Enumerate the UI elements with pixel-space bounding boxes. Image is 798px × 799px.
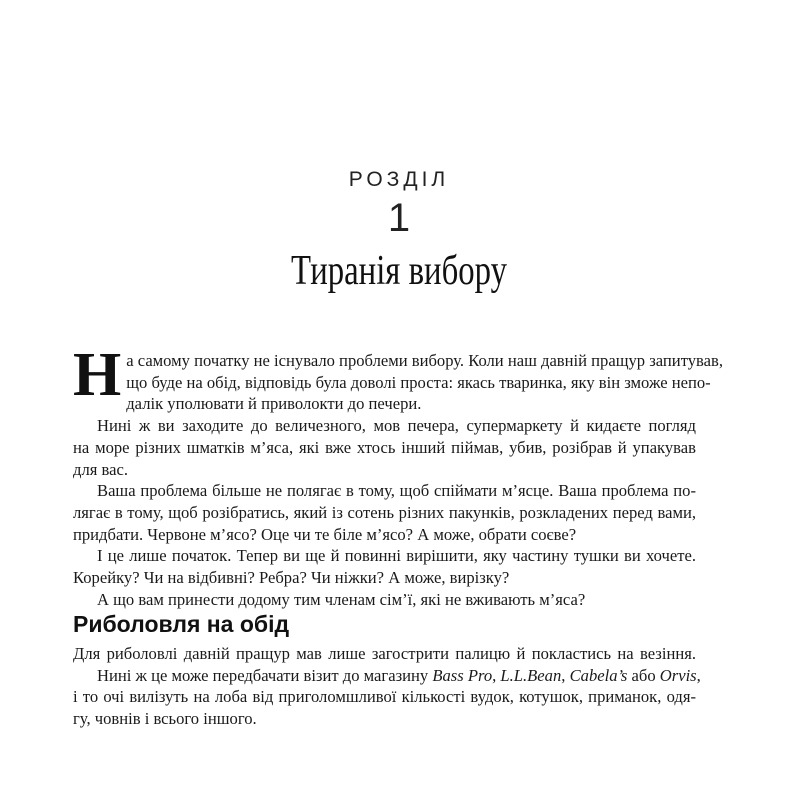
text-run: Нині ж це може передбачати візит до магазину: [97, 665, 433, 685]
text-line: І це лише початок. Тепер ви ще й повинні вирішити, яку частину тушки ви хочете.: [97, 546, 696, 566]
text-run: ,: [492, 665, 501, 685]
text-run: ,: [561, 665, 570, 685]
intro-text: [73, 341, 723, 610]
text-line: а самому початку не існувало проблеми вибору. Коли наш давній пращур запитував,: [126, 351, 723, 370]
chapter-number: 1: [387, 196, 411, 240]
brand-name: Bass Pro: [432, 665, 493, 685]
text-run: ,: [696, 665, 701, 685]
chapter-label: РОЗДІЛ: [348, 168, 450, 191]
drop-cap: Н: [73, 341, 122, 409]
chapter-title: Тиранія вибору: [291, 248, 507, 294]
text-line: Нині ж ви заходите до величезного, мов печера, супермаркету й кидаєте погляд: [97, 416, 696, 436]
text-line: для вас.: [73, 459, 128, 479]
text-line: придбати. Червоне м’ясо? Оце чи те біле м’ясо? А може, обрати соєве?: [73, 524, 577, 544]
brand-name: L.L.Bean: [500, 665, 562, 685]
text-run: або: [627, 665, 660, 685]
text-line: Корейку? Чи на відбивні? Ребра? Чи ніжки? А може, вирізку?: [73, 568, 510, 588]
text-line: А що вам принести додому тим членам сім’ї, які не вживають м’яса?: [97, 589, 586, 609]
text-line: Для риболовлі давній пращур мав лише загострити палицю й покластись на везіння.: [73, 644, 696, 663]
section-heading: Риболовля на обід: [73, 611, 290, 637]
text-line: на море різних шматків м’яса, які вже хтось інший піймав, убив, розібрав й упакував: [73, 437, 696, 457]
text-line: що буде на обід, відповідь була доволі проста: якась тваринка, яку він зможе непо-: [126, 372, 711, 392]
text-line: і то очі вилізуть на лоба від приголомшливої кількості вудок, котушок, приманок, одя-: [73, 687, 696, 707]
brand-name: Cabela’s: [569, 665, 628, 685]
text-line: далік уполювати й приволокти до печери.: [126, 394, 422, 414]
text-line: гу, човнів і всього іншого.: [73, 709, 257, 729]
text-line: [73, 665, 701, 687]
brand-name: Orvis: [659, 665, 697, 685]
text-line: Ваша проблема більше не полягає в тому, щоб спіймати м’ясце. Ваша проблема по-: [97, 481, 696, 501]
text-line: лягає в тому, щоб розібратись, який із сотень різних пакунків, розкладених перед вами,: [73, 502, 696, 522]
section-text: [73, 643, 701, 730]
